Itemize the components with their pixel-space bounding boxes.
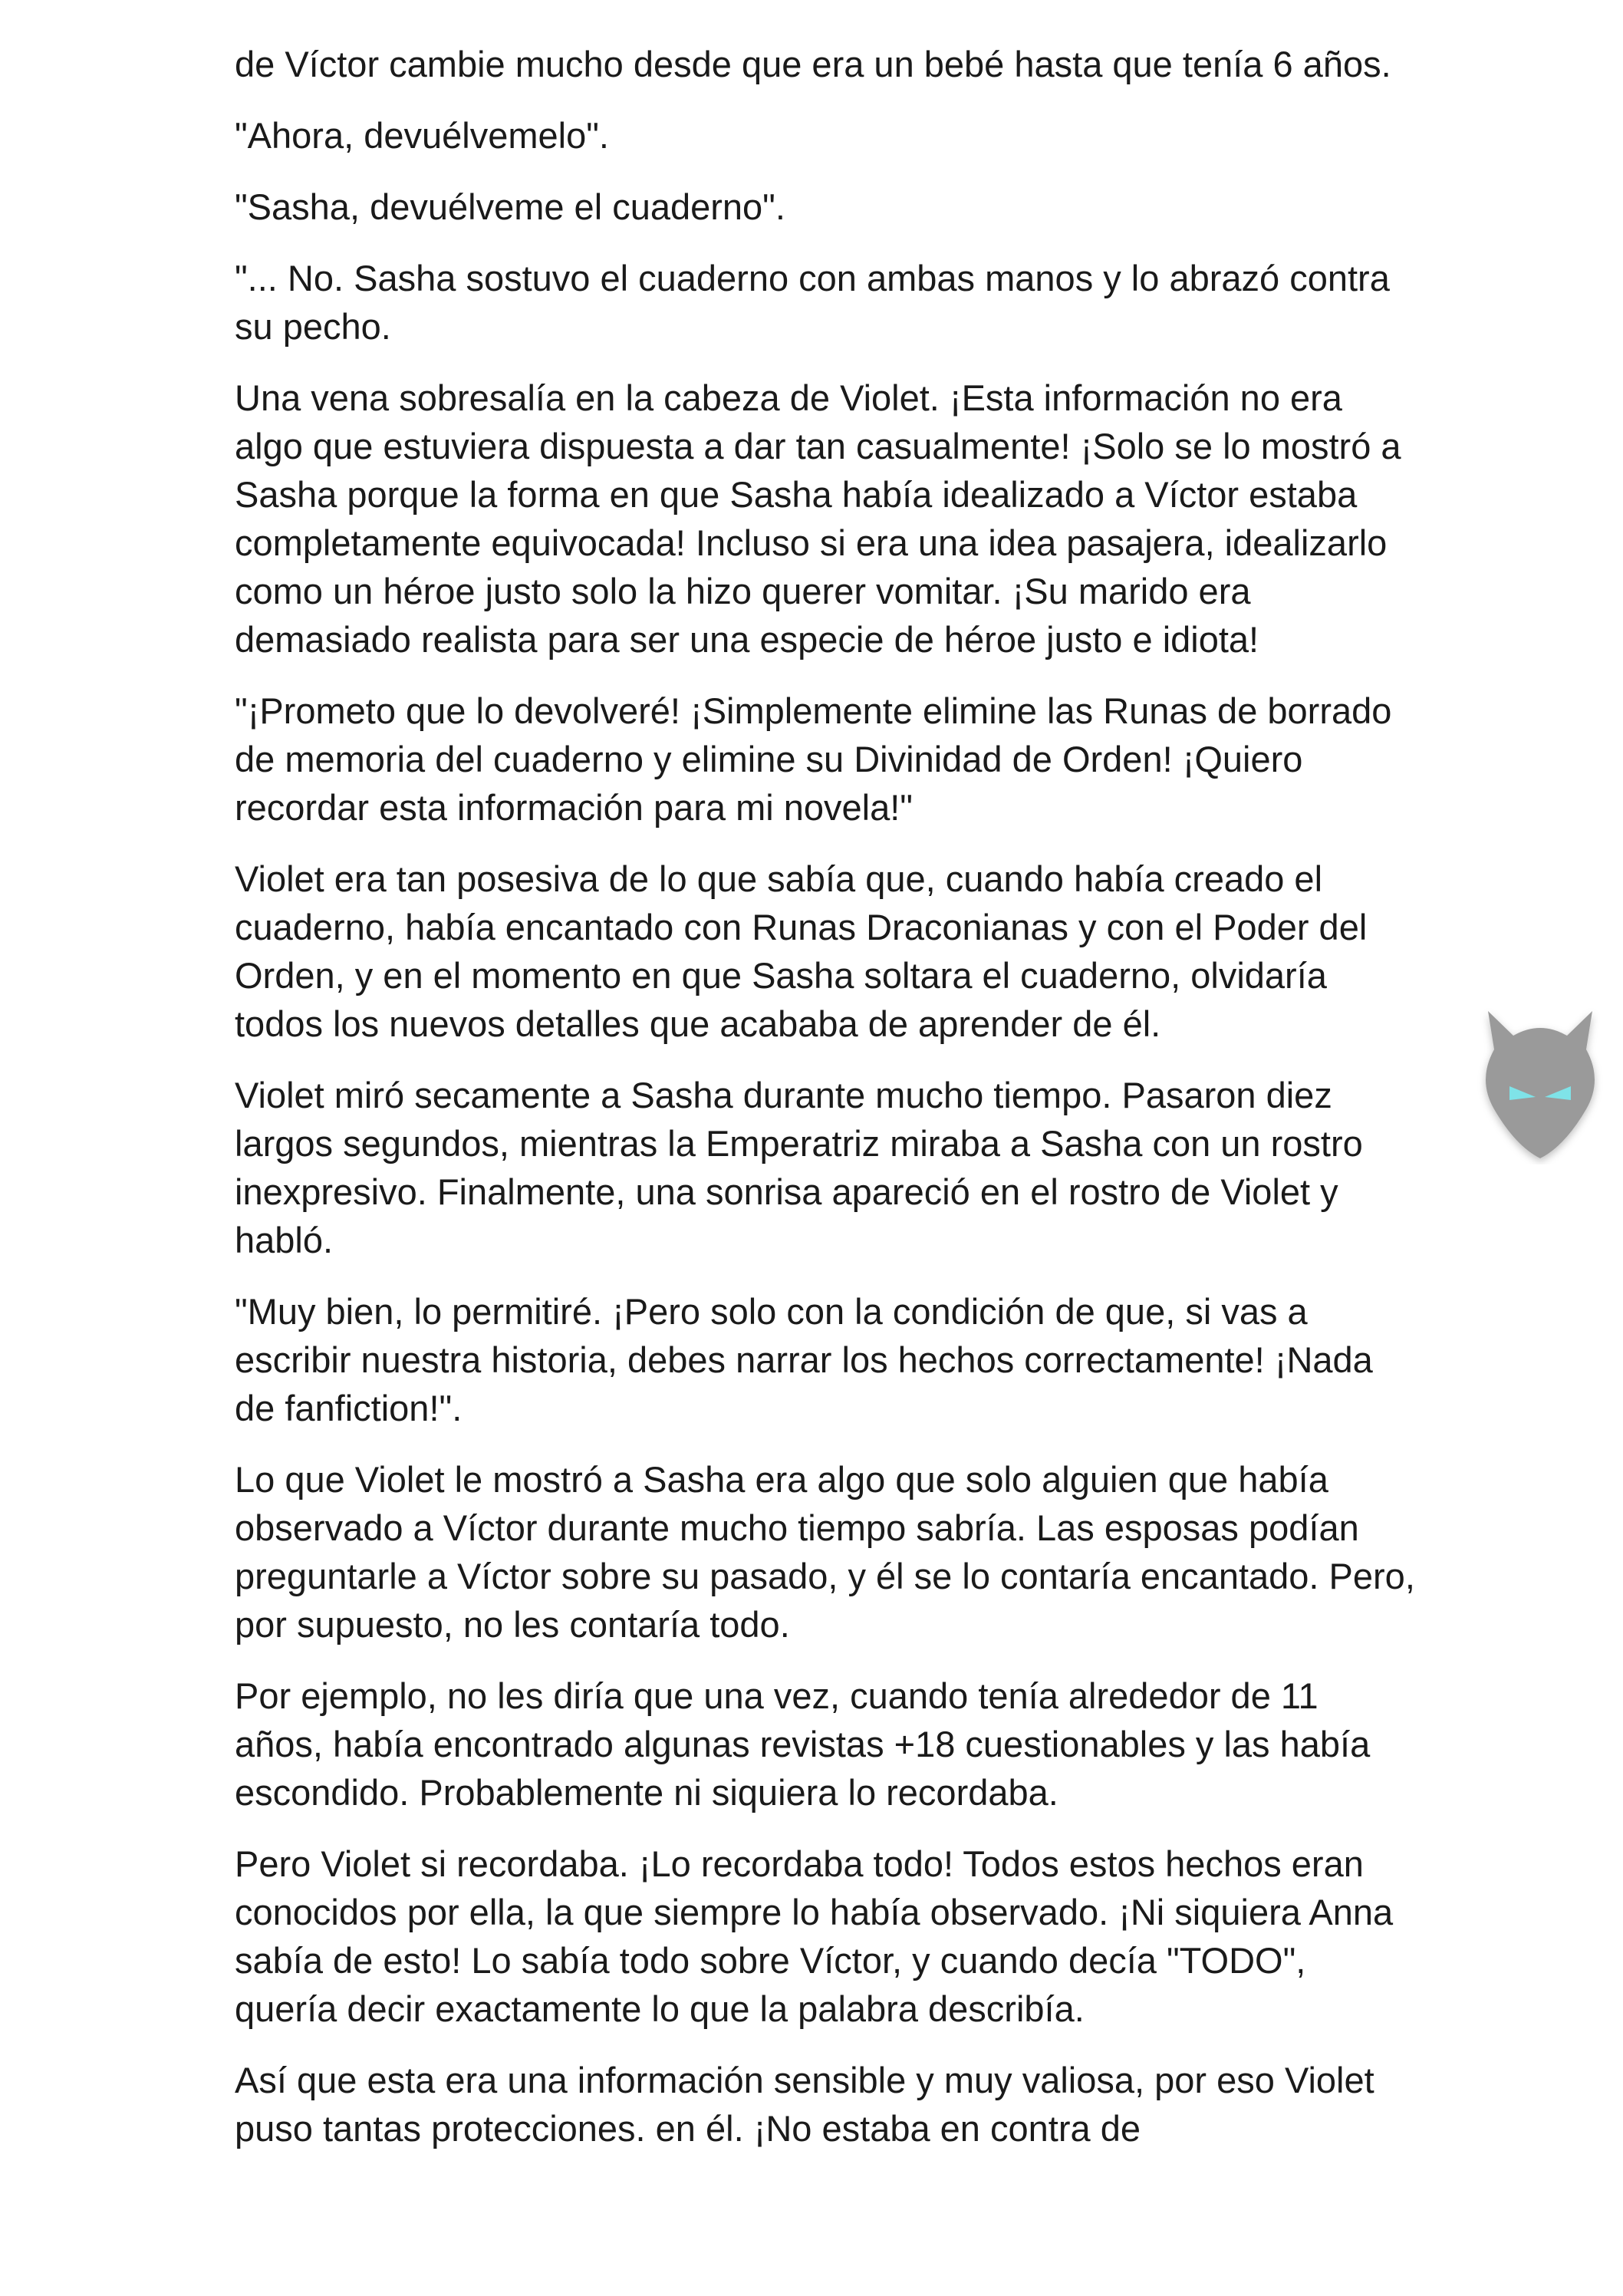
paragraph: Violet era tan posesiva de lo que sabía que, cuando había creado el cuaderno, había encantado con Runas Draconianas y con el Poder del Orden, y en el momento en que Sasha soltara el cuaderno, olvidaría todos los nuevos detalles que acababa de aprender de él. — [235, 858, 1368, 1044]
paragraph: "... No. Sasha sostuvo el cuaderno con ambas manos y lo abrazó contra su pecho. — [235, 258, 1390, 347]
paragraph: Lo que Violet le mostró a Sasha era algo que solo alguien que había observado a Víctor durante mucho tiempo sabría. Las esposas podían preguntarle a Víctor sobre su pasado, y él se lo contaría encantado. Pero, por supuesto, no les contaría todo. — [235, 1459, 1415, 1645]
paragraph: Así que esta era una información sensible y muy valiosa, por eso Violet puso tantas protecciones. en él. ¡No estaba en contra de — [235, 2060, 1374, 2149]
paragraph: Por ejemplo, no les diría que una vez, cuando tenía alrededor de 11 años, había encontrado algunas revistas +18 cuestionables y las había escondido. Probablemente ni siquiera lo recordaba. — [235, 1675, 1371, 1813]
paragraph: "Muy bien, lo permitiré. ¡Pero solo con la condición de que, si vas a escribir nuestra historia, debes narrar los hechos correctamente! ¡Nada de fanfiction!". — [235, 1291, 1373, 1428]
document-body — [235, 40, 1416, 2176]
paragraph: de Víctor cambie mucho desde que era un bebé hasta que tenía 6 años. — [235, 44, 1391, 84]
paragraph: "¡Prometo que lo devolveré! ¡Simplemente elimine las Runas de borrado de memoria del cuaderno y elimine su Divinidad de Orden! ¡Quiero recordar esta información para mi novela!" — [235, 690, 1392, 828]
paragraph: Pero Violet si recordaba. ¡Lo recordaba todo! Todos estos hechos eran conocidos por ella, la que siempre lo había observado. ¡Ni siquiera Anna sabía de esto! Lo sabía todo sobre Víctor, y cuando decía "TODO", quería decir exactamente lo que la palabra describía. — [235, 1843, 1394, 2029]
paragraph: Violet miró secamente a Sasha durante mucho tiempo. Pasaron diez largos segundos, mientras la Emperatriz miraba a Sasha con un rostro inexpresivo. Finalmente, una sonrisa apareció en el rostro de Violet y habló. — [235, 1075, 1363, 1260]
paragraph: "Ahora, devuélvemelo". — [235, 115, 609, 156]
paragraph: Una vena sobresalía en la cabeza de Violet. ¡Esta información no era algo que estuviera dispuesta a dar tan casualmente! ¡Solo se lo mostró a Sasha porque la forma en que Sasha había idealizado a Víctor estaba completamente equivocada! Incluso si era una idea pasajera, idealizarlo como un héroe justo solo la hizo querer vomitar. ¡Su marido era demasiado realista para ser una especie de héroe justo e idiota! — [235, 377, 1401, 660]
paragraph: "Sasha, devuélveme el cuaderno". — [235, 186, 785, 227]
demon-head-icon — [1471, 996, 1609, 1164]
